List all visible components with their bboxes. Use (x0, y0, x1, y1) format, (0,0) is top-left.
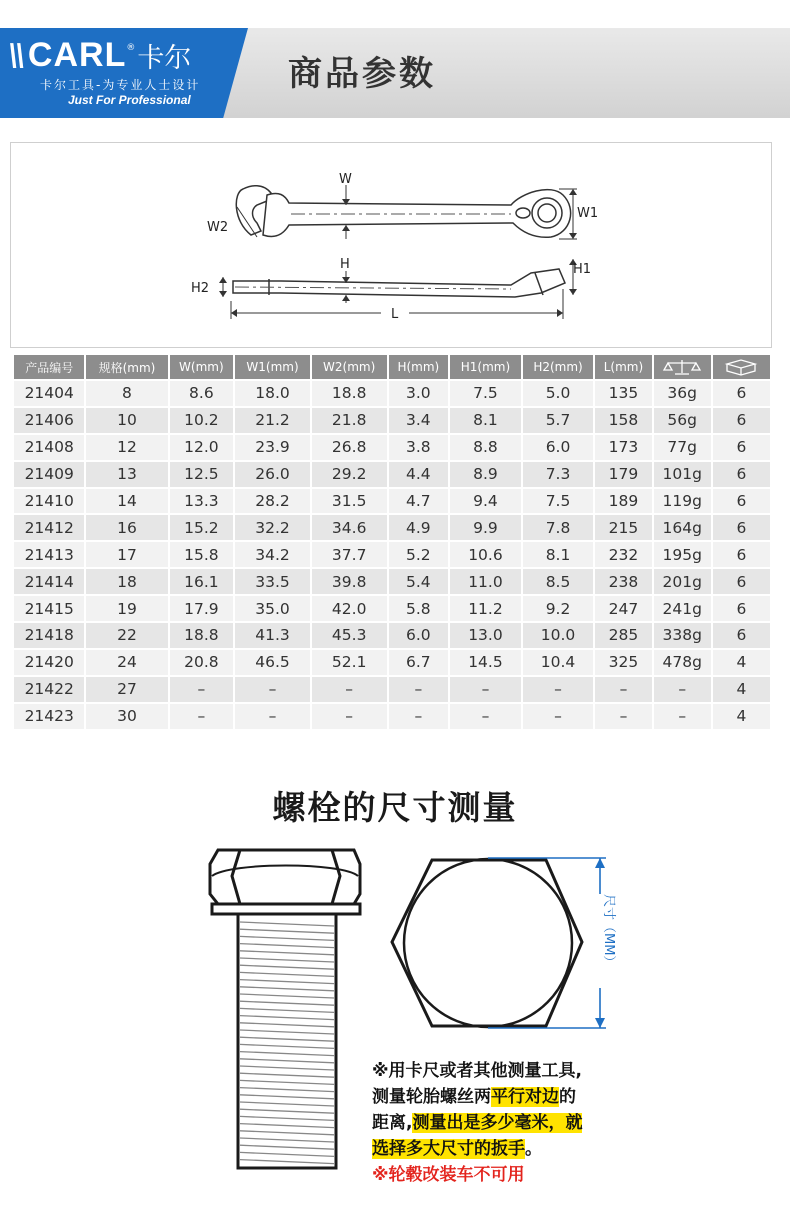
table-cell: 8.1 (450, 408, 521, 433)
table-cell: 18.0 (235, 381, 310, 406)
table-cell: 5.4 (389, 569, 449, 594)
table-cell: 16.1 (170, 569, 234, 594)
table-cell: 46.5 (235, 650, 310, 675)
table-cell: 101g (654, 462, 711, 487)
table-cell: 195g (654, 542, 711, 567)
label-h: H (340, 257, 350, 272)
table-cell: – (312, 704, 387, 729)
table-cell: 6 (713, 381, 770, 406)
table-cell: 9.9 (450, 515, 521, 540)
table-row (14, 515, 770, 540)
bolt-section-title: 螺栓的尺寸测量 (272, 788, 518, 827)
table-cell: 9.4 (450, 489, 521, 514)
section-title: 商品参数 (288, 54, 436, 94)
table-cell: 36g (654, 381, 711, 406)
col-header-weight (654, 355, 711, 379)
table-cell: 241g (654, 596, 711, 621)
table-cell: 18.8 (312, 381, 387, 406)
note-text: 的 (559, 1087, 576, 1107)
table-cell: 325 (595, 650, 651, 675)
col-header-pack (713, 355, 770, 379)
table-cell: 12.5 (170, 462, 234, 487)
table-cell: – (235, 704, 310, 729)
table-cell: 8.1 (523, 542, 594, 567)
table-cell: 21414 (14, 569, 84, 594)
table-cell: 4 (713, 704, 770, 729)
table-cell: 17 (86, 542, 167, 567)
table-cell: 14 (86, 489, 167, 514)
table-cell: 8.5 (523, 569, 594, 594)
table-cell: 21409 (14, 462, 84, 487)
table-cell: 13 (86, 462, 167, 487)
table-cell: 52.1 (312, 650, 387, 675)
table-cell: 23.9 (235, 435, 310, 460)
table-cell: 30 (86, 704, 167, 729)
table-cell: 21415 (14, 596, 84, 621)
table-cell: 6 (713, 462, 770, 487)
label-w2: W2 (207, 220, 229, 235)
table-cell: 21418 (14, 623, 84, 648)
table-cell: 37.7 (312, 542, 387, 567)
table-header-row (14, 355, 770, 379)
table-cell: 22 (86, 623, 167, 648)
table-cell: 14.5 (450, 650, 521, 675)
brand-name-cn: 卡尔 (137, 42, 192, 74)
table-cell: 34.2 (235, 542, 310, 567)
col-header: W2(mm) (312, 355, 387, 379)
table-row (14, 704, 770, 729)
table-cell: – (389, 677, 449, 702)
table-cell: 29.2 (312, 462, 387, 487)
table-row (14, 542, 770, 567)
table-cell: 15.2 (170, 515, 234, 540)
table-row (14, 677, 770, 702)
table-cell: 24 (86, 650, 167, 675)
spec-table (12, 353, 772, 731)
wrench-side-view (233, 269, 565, 297)
table-cell: 33.5 (235, 569, 310, 594)
table-cell: 56g (654, 408, 711, 433)
table-cell: 4.9 (389, 515, 449, 540)
note-line-1: ※用卡尺或者其他测量工具, (372, 1061, 582, 1081)
table-cell: 11.0 (450, 569, 521, 594)
note-line-3 (372, 1110, 662, 1136)
table-cell: 4.4 (389, 462, 449, 487)
table-cell: 338g (654, 623, 711, 648)
table-row (14, 569, 770, 594)
col-header: L(mm) (595, 355, 651, 379)
table-row (14, 408, 770, 433)
table-cell: 6 (713, 596, 770, 621)
table-cell: – (523, 677, 594, 702)
wrench-top-view (236, 186, 570, 238)
page-header (0, 0, 790, 118)
table-cell: 21406 (14, 408, 84, 433)
note-highlight: 平行对边 (491, 1087, 559, 1107)
table-cell: 5.0 (523, 381, 594, 406)
wrench-dimension-diagram (10, 142, 772, 348)
table-cell: 41.3 (235, 623, 310, 648)
table-cell: – (654, 677, 711, 702)
table-cell: 15.8 (170, 542, 234, 567)
table-row (14, 489, 770, 514)
bolt-side-view (210, 850, 360, 1168)
table-row (14, 462, 770, 487)
table-cell: 21412 (14, 515, 84, 540)
table-cell: – (312, 677, 387, 702)
table-cell: 19 (86, 596, 167, 621)
brand-name: CARL (27, 35, 127, 74)
table-cell: 3.4 (389, 408, 449, 433)
table-row (14, 435, 770, 460)
table-cell: 6.0 (523, 435, 594, 460)
table-cell: 9.2 (523, 596, 594, 621)
table-cell: 6 (713, 489, 770, 514)
table-cell: 232 (595, 542, 651, 567)
table-cell: 21404 (14, 381, 84, 406)
table-cell: 17.9 (170, 596, 234, 621)
table-cell: 10.2 (170, 408, 234, 433)
table-cell: 179 (595, 462, 651, 487)
table-cell: 39.8 (312, 569, 387, 594)
table-cell: 26.0 (235, 462, 310, 487)
table-cell: 4 (713, 650, 770, 675)
box-icon (721, 358, 761, 376)
table-cell: 6 (713, 408, 770, 433)
table-cell: 6 (713, 569, 770, 594)
table-cell: 6 (713, 623, 770, 648)
table-cell: 6.0 (389, 623, 449, 648)
label-w1: W1 (577, 206, 599, 221)
table-cell: 6 (713, 542, 770, 567)
table-cell: – (595, 677, 651, 702)
note-text: 。 (525, 1139, 542, 1159)
table-cell: 215 (595, 515, 651, 540)
table-cell: 285 (595, 623, 651, 648)
label-h2: H2 (191, 281, 210, 296)
note-line-4 (372, 1136, 662, 1162)
note-text: 测量轮胎螺丝两 (372, 1087, 491, 1107)
table-cell: 26.8 (312, 435, 387, 460)
table-row (14, 381, 770, 406)
table-row (14, 596, 770, 621)
hex-nut-top-view (392, 859, 582, 1027)
col-header: H2(mm) (523, 355, 594, 379)
table-cell: 4 (713, 677, 770, 702)
table-cell: 164g (654, 515, 711, 540)
spec-table-body (14, 381, 770, 729)
table-row (14, 650, 770, 675)
table-cell: 13.3 (170, 489, 234, 514)
note-text: 距离, (372, 1113, 413, 1133)
table-cell: 21.2 (235, 408, 310, 433)
table-cell: 8.9 (450, 462, 521, 487)
scale-icon (662, 358, 702, 376)
table-cell: 16 (86, 515, 167, 540)
table-cell: 173 (595, 435, 651, 460)
table-cell: 18.8 (170, 623, 234, 648)
table-cell: 12 (86, 435, 167, 460)
col-header: H(mm) (389, 355, 449, 379)
note-line-2 (372, 1084, 662, 1110)
table-cell: 21423 (14, 704, 84, 729)
table-cell: – (523, 704, 594, 729)
table-cell: 5.2 (389, 542, 449, 567)
table-cell: 13.0 (450, 623, 521, 648)
table-cell: 34.6 (312, 515, 387, 540)
table-cell: 31.5 (312, 489, 387, 514)
table-cell: – (654, 704, 711, 729)
table-cell: 27 (86, 677, 167, 702)
table-cell: 6.7 (389, 650, 449, 675)
table-cell: 10.4 (523, 650, 594, 675)
col-header: W1(mm) (235, 355, 310, 379)
table-cell: 8.6 (170, 381, 234, 406)
table-cell: 10.0 (523, 623, 594, 648)
table-cell: 135 (595, 381, 651, 406)
table-cell: – (170, 704, 234, 729)
registered-mark: ® (126, 43, 136, 53)
table-cell: 42.0 (312, 596, 387, 621)
label-h1: H1 (573, 262, 592, 277)
table-cell: 11.2 (450, 596, 521, 621)
table-cell: 12.0 (170, 435, 234, 460)
table-cell: 10 (86, 408, 167, 433)
wrench-drawing (11, 143, 773, 349)
dimension-label: 尺寸（MM） (601, 894, 616, 969)
table-cell: 8.8 (450, 435, 521, 460)
table-cell: 201g (654, 569, 711, 594)
col-header: 产品编号 (14, 355, 84, 379)
note-highlight: 测量出是多少毫米，就 (412, 1113, 583, 1133)
table-cell: – (235, 677, 310, 702)
table-cell: 7.8 (523, 515, 594, 540)
table-cell: 5.8 (389, 596, 449, 621)
table-cell: 21.8 (312, 408, 387, 433)
table-row (14, 623, 770, 648)
note-highlight: 选择多大尺寸的扳手 (372, 1139, 525, 1159)
label-l: L (391, 307, 399, 322)
table-cell: 18 (86, 569, 167, 594)
table-cell: 238 (595, 569, 651, 594)
table-cell: 21408 (14, 435, 84, 460)
table-cell: 3.0 (389, 381, 449, 406)
table-cell: 7.3 (523, 462, 594, 487)
table-cell: – (389, 704, 449, 729)
table-cell: – (170, 677, 234, 702)
table-cell: 6 (713, 435, 770, 460)
table-cell: 158 (595, 408, 651, 433)
col-header: 规格(mm) (86, 355, 167, 379)
table-cell: 10.6 (450, 542, 521, 567)
brand-mark-icon: \\ (8, 37, 22, 73)
table-cell: 21413 (14, 542, 84, 567)
table-cell: 7.5 (450, 381, 521, 406)
note-warning: ※轮毂改装车不可用 (372, 1165, 525, 1185)
table-cell: 45.3 (312, 623, 387, 648)
table-cell: 119g (654, 489, 711, 514)
table-cell: 6 (713, 515, 770, 540)
brand-slogan: 卡尔工具-为专业人士设计 (40, 78, 201, 92)
table-cell: 20.8 (170, 650, 234, 675)
table-cell: 3.8 (389, 435, 449, 460)
col-header: H1(mm) (450, 355, 521, 379)
table-cell: 21410 (14, 489, 84, 514)
table-cell: 5.7 (523, 408, 594, 433)
table-cell: 21422 (14, 677, 84, 702)
table-cell: – (450, 704, 521, 729)
table-cell: 247 (595, 596, 651, 621)
table-cell: 21420 (14, 650, 84, 675)
table-cell: – (450, 677, 521, 702)
table-cell: 4.7 (389, 489, 449, 514)
table-cell: 32.2 (235, 515, 310, 540)
table-cell: 28.2 (235, 489, 310, 514)
table-cell: 7.5 (523, 489, 594, 514)
table-cell: 8 (86, 381, 167, 406)
table-cell: 189 (595, 489, 651, 514)
table-cell: – (595, 704, 651, 729)
brand-logo (8, 35, 192, 74)
table-cell: 478g (654, 650, 711, 675)
table-cell: 77g (654, 435, 711, 460)
measurement-note (372, 1058, 662, 1188)
col-header: W(mm) (170, 355, 234, 379)
brand-tagline: Just For Professional (68, 93, 191, 107)
label-w: W (339, 172, 352, 187)
table-cell: 35.0 (235, 596, 310, 621)
